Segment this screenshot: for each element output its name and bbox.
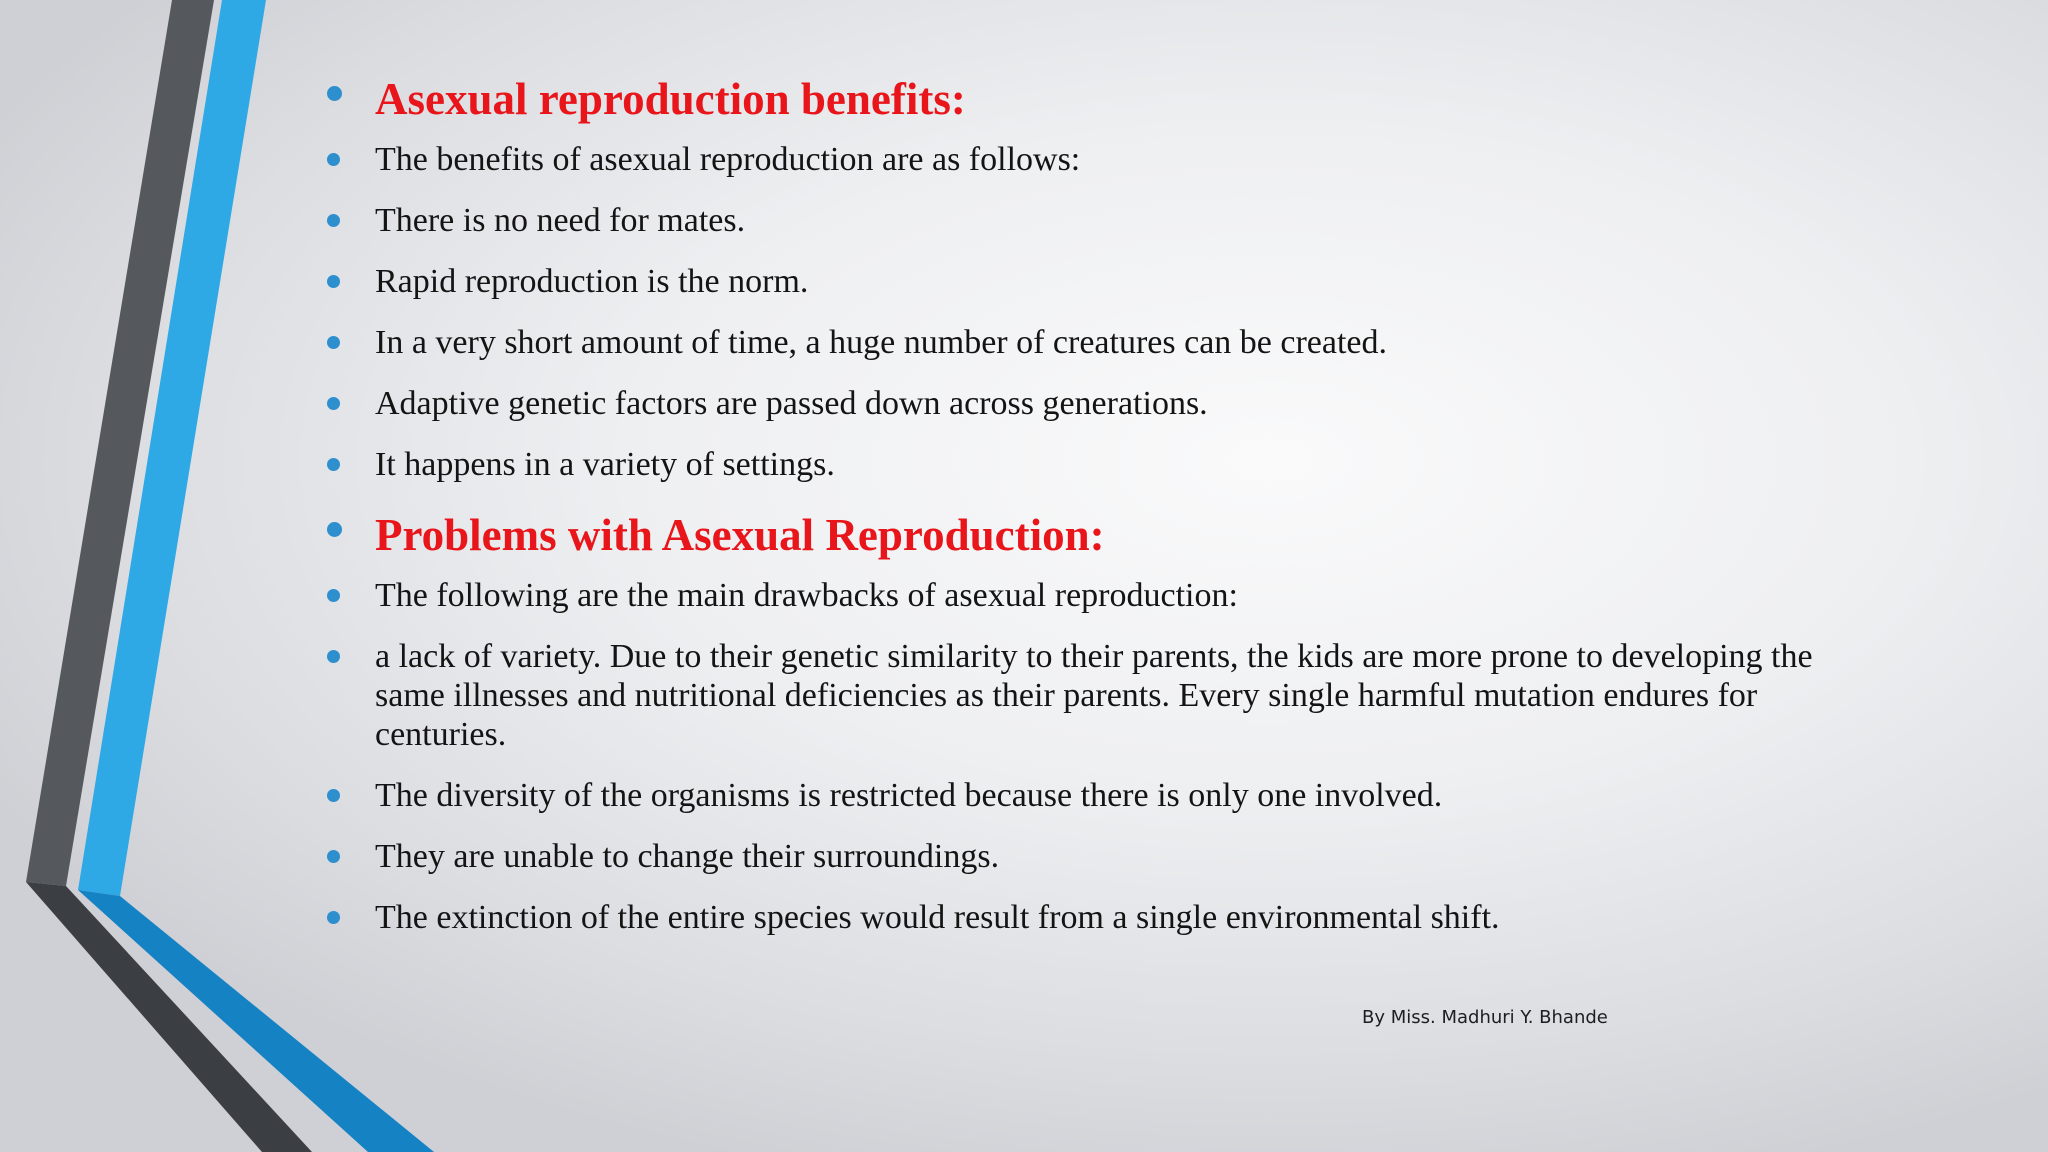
bullet-dot-icon — [327, 911, 340, 924]
bullet-dot-icon — [327, 522, 342, 537]
bullet-text: The extinction of the entire species would result from a single environmental shift. — [375, 899, 1500, 936]
gray-stripe-lower — [26, 882, 312, 1152]
bullet-dot-icon — [327, 589, 340, 602]
bullet-dot-icon — [327, 153, 340, 166]
bullet-text: It happens in a variety of settings. — [375, 446, 835, 483]
bullet-item — [327, 576, 1887, 615]
bullet-dot-icon — [327, 789, 340, 802]
bullet-item — [327, 323, 1887, 362]
bullet-dot-icon — [327, 850, 340, 863]
bullet-list — [327, 70, 1887, 959]
bullet-item — [327, 201, 1887, 240]
bullet-item — [327, 384, 1887, 423]
bullet-text: The diversity of the organisms is restricted because there is only one involved. — [375, 777, 1443, 814]
bullet-dot-icon — [327, 458, 340, 471]
bullet-text: In a very short amount of time, a huge number of creatures can be created. — [375, 324, 1388, 361]
bullet-text: Rapid reproduction is the norm. — [375, 263, 809, 300]
section-heading — [327, 506, 1887, 564]
bullet-text: Asexual reproduction benefits: — [375, 74, 966, 124]
bullet-text: They are unable to change their surroundings. — [375, 838, 1000, 875]
bullet-text: The following are the main drawbacks of asexual reproduction: — [375, 577, 1238, 614]
author-credit: By Miss. Madhuri Y. Bhande — [1362, 1007, 1608, 1028]
bullet-item — [327, 140, 1887, 179]
bullet-text: There is no need for mates. — [375, 202, 746, 239]
bullet-item — [327, 898, 1887, 937]
bullet-item — [327, 837, 1887, 876]
bullet-dot-icon — [327, 214, 340, 227]
bullet-dot-icon — [327, 650, 340, 663]
bullet-item — [327, 445, 1887, 484]
bullet-text: The benefits of asexual reproduction are as follows: — [375, 141, 1081, 178]
bullet-text: a lack of variety. Due to their genetic similarity to their parents, the kids are more prone to developing the same illnesses and nutritional deficiencies as their parents. Every single harmful mutation endures for centuries. — [375, 638, 1813, 753]
bullet-item — [327, 637, 1887, 754]
section-heading — [327, 70, 1887, 128]
bullet-text: Adaptive genetic factors are passed down across generations. — [375, 385, 1208, 422]
bullet-dot-icon — [327, 397, 340, 410]
bullet-dot-icon — [327, 336, 340, 349]
bullet-dot-icon — [327, 275, 340, 288]
bullet-text: Problems with Asexual Reproduction: — [375, 510, 1105, 560]
bullet-item — [327, 262, 1887, 301]
bullet-item — [327, 776, 1887, 815]
bullet-dot-icon — [327, 86, 342, 101]
